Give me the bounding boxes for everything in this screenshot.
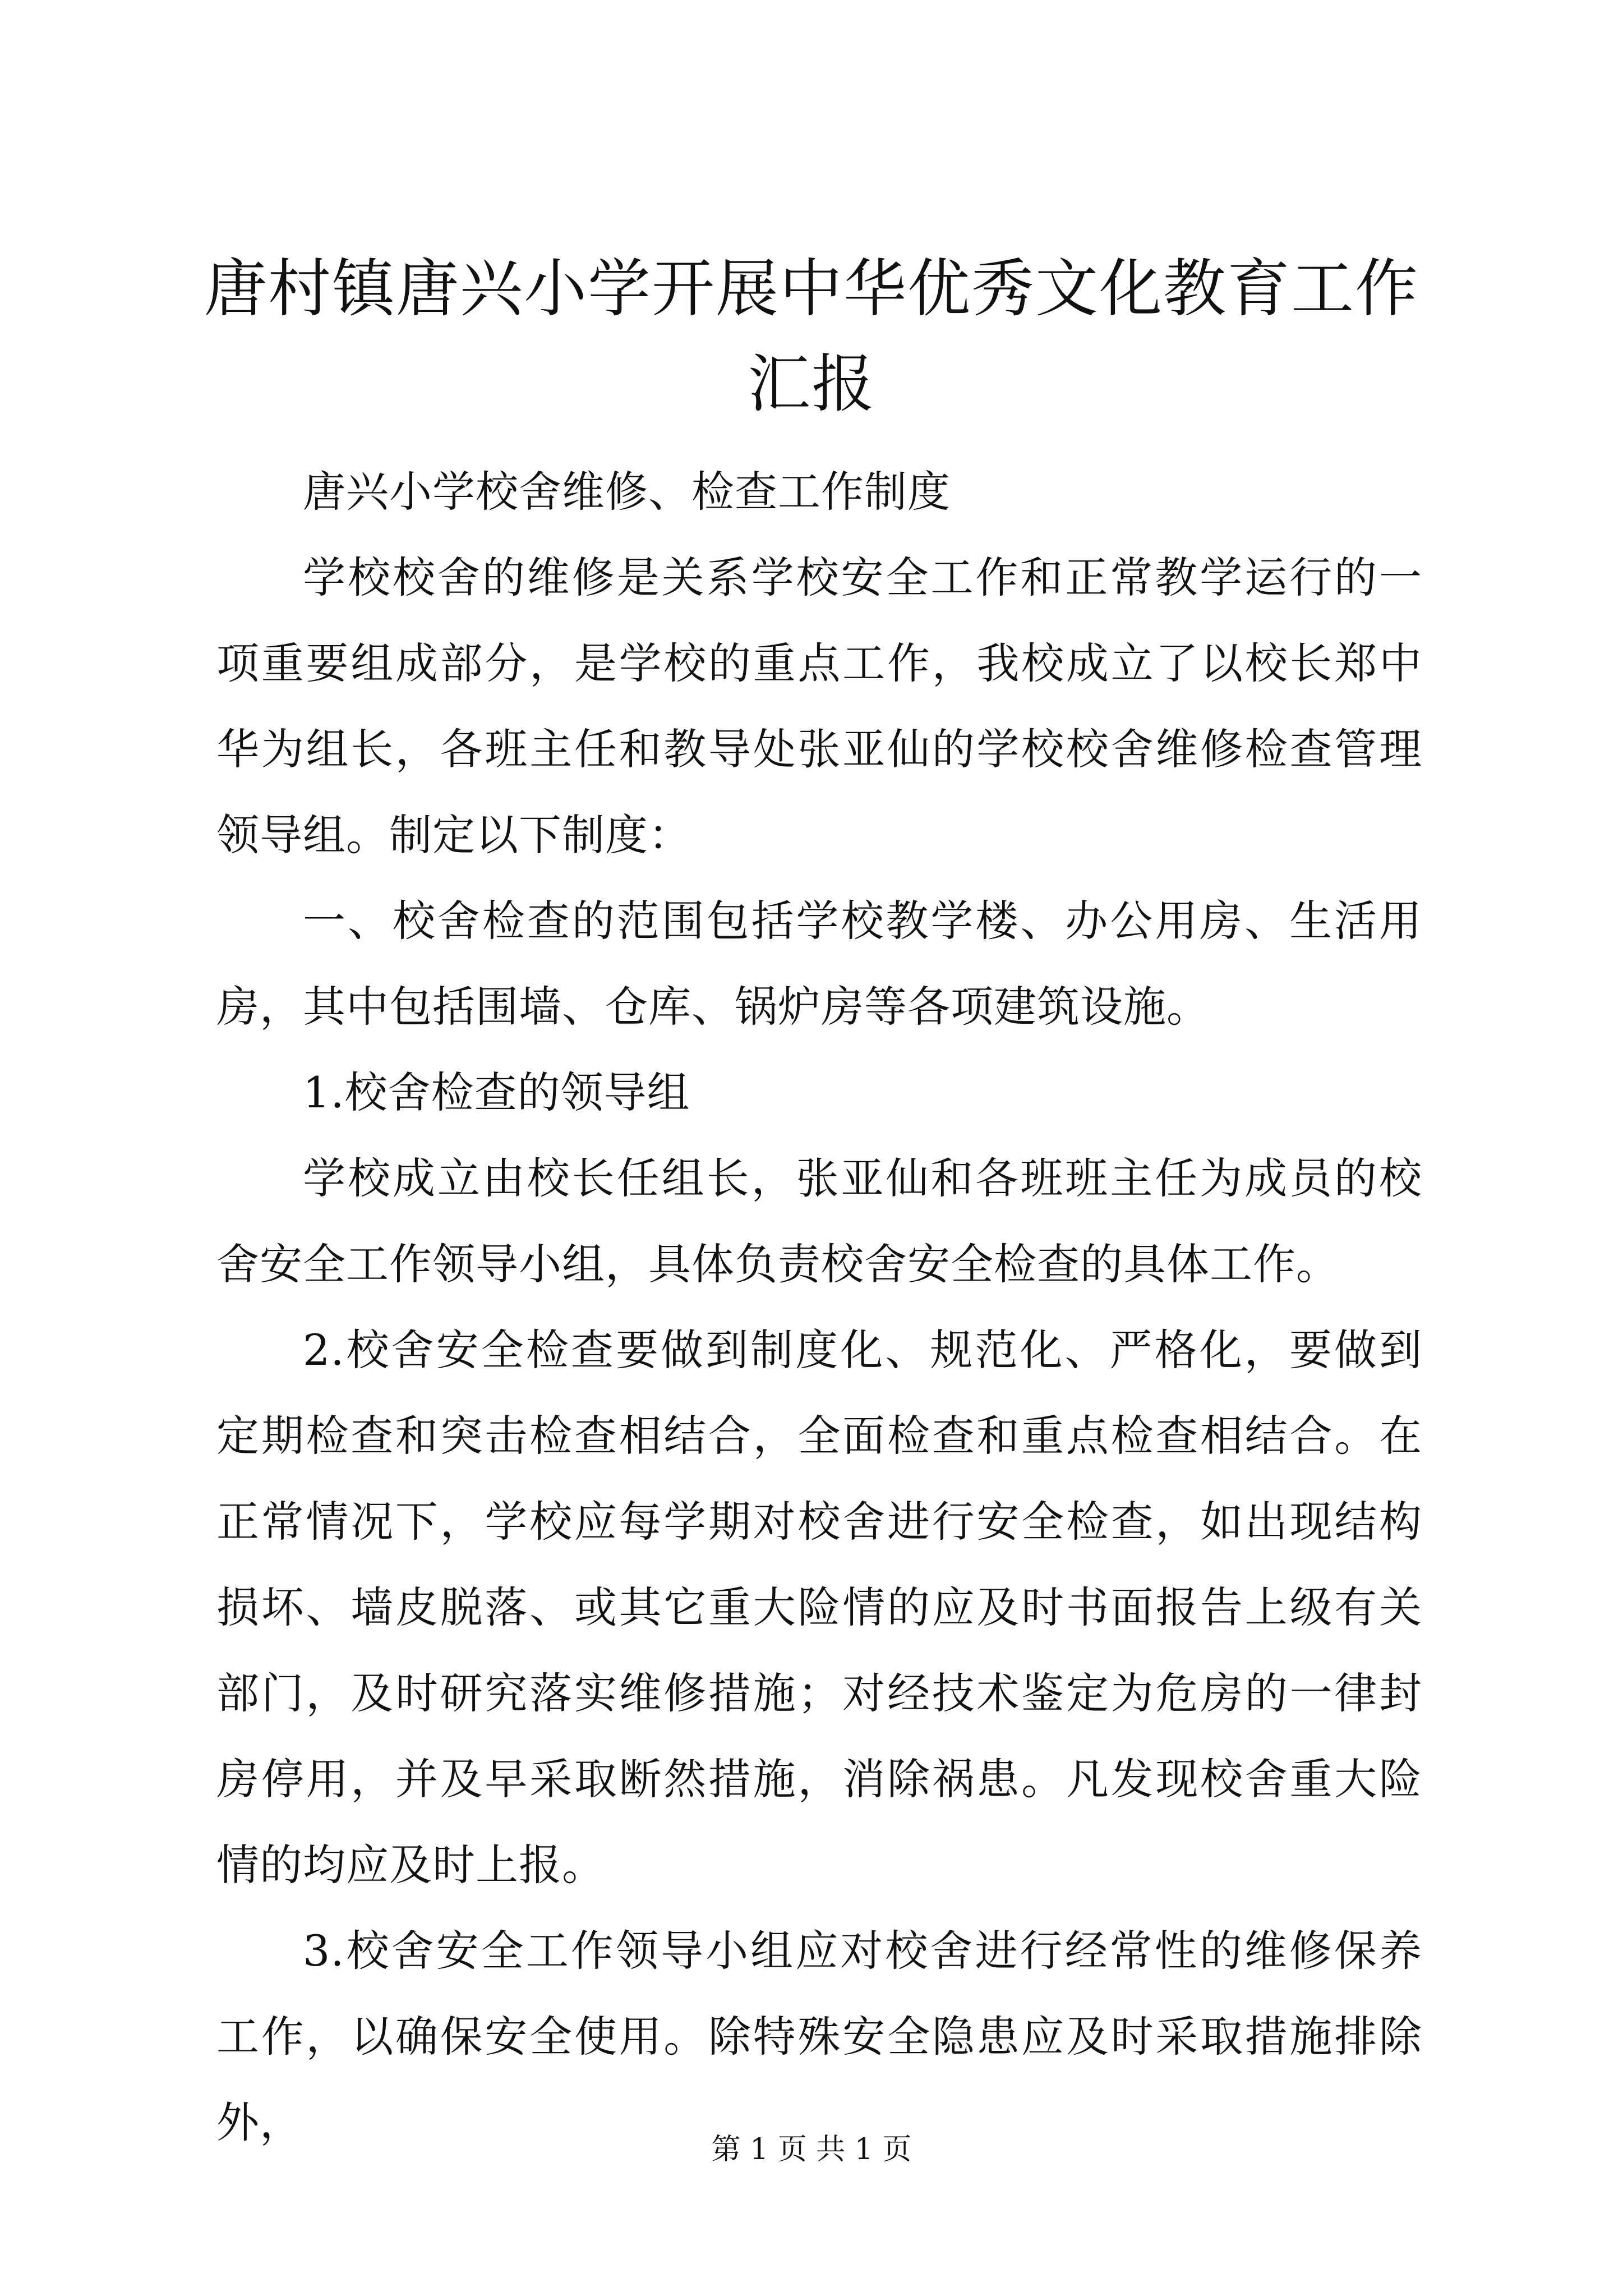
paragraph-item-1-body: 学校成立由校长任组长，张亚仙和各班班主任为成员的校舍安全工作领导小组，具体负责校舍安全检查的具体工作。 [216, 1153, 1422, 1289]
page-footer: 第 1 页 共 1 页 [711, 2133, 912, 2166]
paragraph-intro: 学校校舍的维修是关系学校安全工作和正常教学运行的一项重要组成部分，是学校的重点工作，我校成立了以校长郑中华为组长，各班主任和教导处张亚仙的学校校舍维修检查管理领导组。制定以下制度： [216, 553, 1422, 860]
paragraph-subtitle: 唐兴小学校舍维修、检查工作制度 [303, 467, 951, 517]
paragraph-item-1-heading: 1.校舍检查的领导组 [303, 1068, 690, 1117]
document-title: 唐村镇唐兴小学开展中华优秀文化教育工作汇报 [204, 252, 1419, 421]
document-body [216, 449, 1422, 2165]
paragraph-item-2: 2.校舍安全检查要做到制度化、规范化、严格化，要做到定期检查和突击检查相结合，全面检查和重点检查相结合。在正常情况下，学校应每学期对校舍进行安全检查，如出现结构损坏、墙皮脱落、或其它重大险情的应及时书面报告上级有关部门，及时研究落实维修措施；对经技术鉴定为危房的一律封房停用，并及早采取断然措施，消除祸患。凡发现校舍重大险情的均应及时上报。 [216, 1325, 1422, 1890]
paragraph-item-3: 3.校舍安全工作领导小组应对校舍进行经常性的维修保养工作，以确保安全使用。除特殊安全隐患应及时采取措施排除外， [216, 1926, 1422, 2147]
paragraph-scope: 一、校舍检查的范围包括学校教学楼、办公用房、生活用房，其中包括围墙、仓库、锅炉房等各项建筑设施。 [216, 896, 1422, 1032]
